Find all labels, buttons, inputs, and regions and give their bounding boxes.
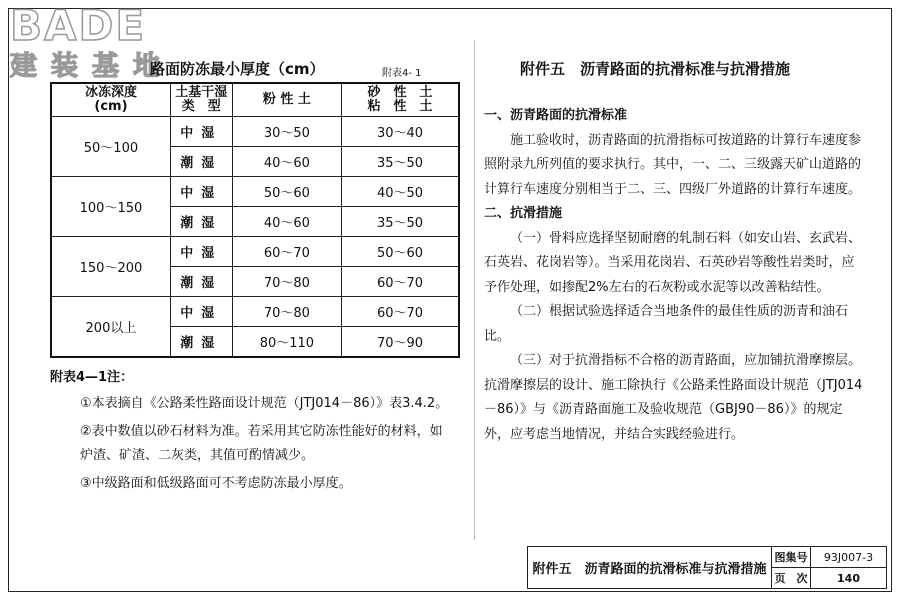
logo-latin: BADE <box>10 1 147 50</box>
cell-silt: 30～50 <box>232 117 341 147</box>
cell-moisture: 中湿 <box>170 297 232 327</box>
paragraph: （二）根据试验选择适合当地条件的最佳性质的沥青和油石比。 <box>484 304 849 344</box>
cell-sand: 30～40 <box>342 117 459 147</box>
notes-heading: 附表4—1注： <box>50 370 134 385</box>
section-heading: 一、沥青路面的抗滑标准 <box>484 108 628 123</box>
appendix-title: 附件五 沥青路面的抗滑标准与抗滑措施 <box>520 60 791 78</box>
cell-silt: 70～80 <box>232 297 341 327</box>
cell-silt: 40～60 <box>232 207 341 237</box>
table-header-row <box>51 83 459 117</box>
title-block <box>527 546 887 589</box>
cell-silt: 60～70 <box>232 237 341 267</box>
atlas-number-label: 图集号 <box>772 547 811 568</box>
header-frost-depth: 冰冻深度 (cm) <box>51 83 170 117</box>
header-silty-soil: 粉 性 土 <box>232 83 341 117</box>
cell-sand: 35～50 <box>342 207 459 237</box>
title-block-name: 附件五 沥青路面的抗滑标准与抗滑措施 <box>528 547 772 589</box>
cell-silt: 50～60 <box>232 177 341 207</box>
frost-thickness-table <box>50 82 460 358</box>
cell-sand: 50～60 <box>342 237 459 267</box>
cell-depth: 200以上 <box>51 297 170 358</box>
paragraph: 施工验收时，沥青路面的抗滑指标可按道路的计算行车速度参照附录九所列值的要求执行。其中，一、二、三级露天矿山道路的计算行车速度分别相当于二、三、四级厂外道路的计算行车速度。 <box>484 132 862 197</box>
table-reference: 附表4- 1 <box>382 68 422 79</box>
atlas-number-value: 93J007-3 <box>811 547 887 568</box>
table-row <box>51 177 459 207</box>
page-label: 页 次 <box>772 568 811 589</box>
note-item: ③中级路面和低级路面可不考虑防冻最小厚度。 <box>80 476 352 491</box>
note-item: ①本表摘自《公路柔性路面设计规范（JTJ014－86）》表3.4.2。 <box>80 396 449 411</box>
cell-sand: 70～90 <box>342 327 459 358</box>
cell-sand: 60～70 <box>342 297 459 327</box>
paragraph: （三）对于抗滑指标不合格的沥青路面，应加铺抗滑摩擦层。抗滑摩擦层的设计、施工除执行《公路柔性路面设计规范（JTJ014－86）》与《沥青路面施工及验收规范（GBJ90－86）》的规定外，应考虑当地情况，并结合实践经验进行。 <box>484 353 863 442</box>
appendix-body <box>484 104 864 447</box>
table-notes <box>50 366 450 500</box>
cell-sand: 60～70 <box>342 267 459 297</box>
cell-depth: 150～200 <box>51 237 170 297</box>
cell-moisture: 中湿 <box>170 237 232 267</box>
section-heading: 二、抗滑措施 <box>484 206 563 221</box>
cell-moisture: 潮湿 <box>170 267 232 297</box>
cell-depth: 50～100 <box>51 117 170 177</box>
table-row <box>51 117 459 147</box>
cell-moisture: 潮湿 <box>170 207 232 237</box>
table-row <box>51 297 459 327</box>
cell-silt: 70～80 <box>232 267 341 297</box>
cell-moisture: 潮湿 <box>170 327 232 358</box>
logo-chinese: 建装基地 <box>10 51 174 82</box>
cell-silt: 80～110 <box>232 327 341 358</box>
paragraph: （一）骨料应选择坚韧耐磨的轧制石料（如安山岩、玄武岩、石英岩、花岗岩等）。当采用花岗岩、石英砂岩等酸性岩类时，应予作处理，如掺配2%左右的石灰粉或水泥等以改善粘结性。 <box>484 230 862 295</box>
header-subgrade-moisture: 土基干湿 类 型 <box>170 83 232 117</box>
page-number: 140 <box>811 568 887 589</box>
header-sandy-clay-soil: 砂 性 土 粘 性 土 <box>342 83 459 117</box>
cell-moisture: 中湿 <box>170 117 232 147</box>
note-item: ②表中数值以砂石材料为准。若采用其它防冻性能好的材料，如炉渣、矿渣、二灰类，其值可酌情减少。 <box>80 424 443 463</box>
page-divider <box>474 40 475 540</box>
cell-moisture: 潮湿 <box>170 147 232 177</box>
cell-moisture: 中湿 <box>170 177 232 207</box>
table-row <box>51 237 459 267</box>
cell-sand: 35～50 <box>342 147 459 177</box>
table-title: 路面防冻最小厚度（cm） <box>150 60 325 78</box>
cell-depth: 100～150 <box>51 177 170 237</box>
cell-silt: 40～60 <box>232 147 341 177</box>
cell-sand: 40～50 <box>342 177 459 207</box>
